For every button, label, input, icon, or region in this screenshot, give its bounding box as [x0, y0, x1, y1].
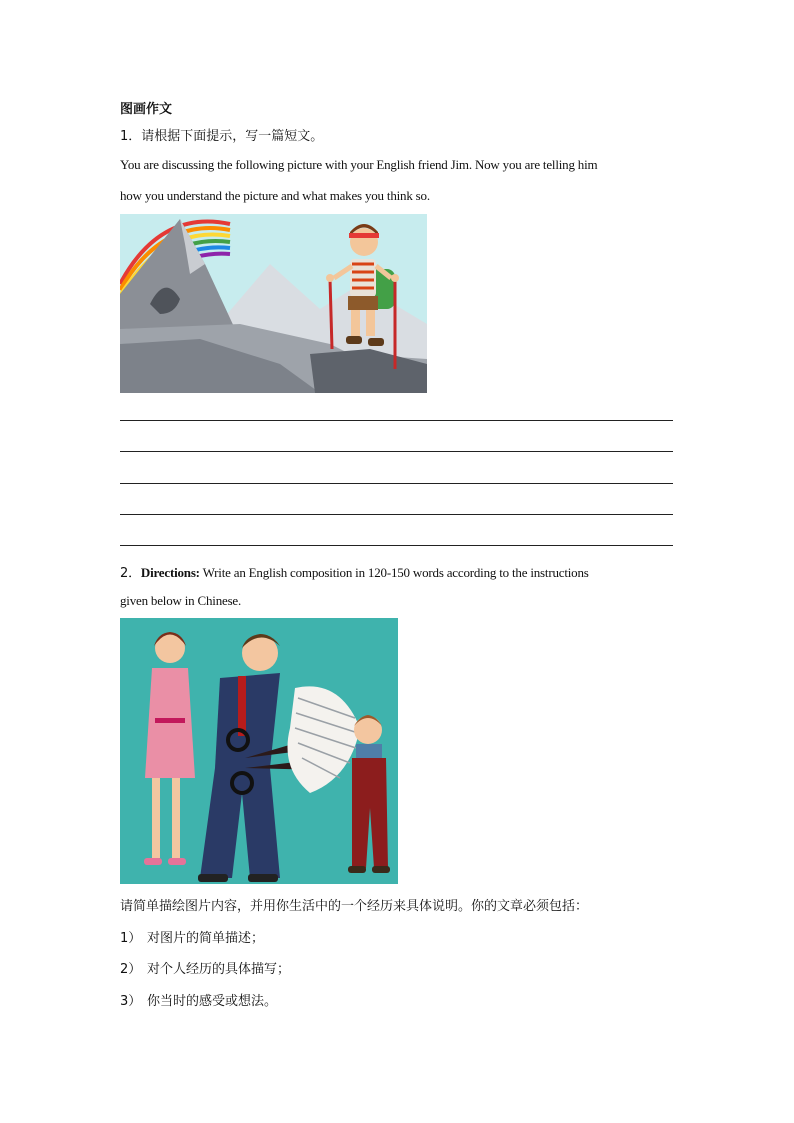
- answer-line-2[interactable]: [120, 451, 673, 452]
- requirement-item-2-number: 2）: [120, 962, 142, 977]
- answer-line-3[interactable]: [120, 483, 673, 484]
- question-1-number: 1．: [120, 129, 142, 144]
- requirement-item-3-number: 3）: [120, 994, 142, 1009]
- question-2-directions-line-1: [120, 562, 589, 581]
- question-2-directions-text: Write an English composition in 120-150 words according to the instructions: [199, 565, 589, 580]
- answer-line-5[interactable]: [120, 545, 673, 546]
- requirement-item-1: [120, 927, 264, 946]
- section-title: 图画作文: [120, 102, 173, 117]
- requirement-item-1-number: 1）: [120, 931, 142, 946]
- requirement-item-2-text: 对个人经历的具体描写；: [147, 962, 291, 977]
- question-2-number: 2．: [120, 566, 141, 581]
- answer-line-1[interactable]: [120, 420, 673, 421]
- wing-cutting-illustration: [120, 618, 398, 884]
- question-2-directions-line-2: given below in Chinese.: [120, 593, 242, 608]
- question-1-instruction: [120, 125, 323, 144]
- requirement-item-1-text: 对图片的简单描述；: [147, 931, 265, 946]
- question-1-instruction-text: 请根据下面提示，写一篇短文。: [141, 129, 324, 144]
- question-1-prompt-line-1: You are discussing the following picture with your English friend Jim. Now you are telling him: [120, 157, 598, 172]
- hiker-illustration: [120, 214, 427, 393]
- question-1-prompt-line-2: how you understand the picture and what makes you think so.: [120, 188, 430, 203]
- question-2-requirement: 请简单描绘图片内容，并用你生活中的一个经历来具体说明。你的文章必须包括：: [120, 899, 589, 914]
- answer-line-4[interactable]: [120, 514, 673, 515]
- requirement-item-2: [120, 958, 290, 977]
- requirement-item-3: [120, 990, 277, 1009]
- requirement-item-3-text: 你当时的感受或想法。: [147, 994, 278, 1009]
- directions-label: Directions:: [140, 565, 200, 580]
